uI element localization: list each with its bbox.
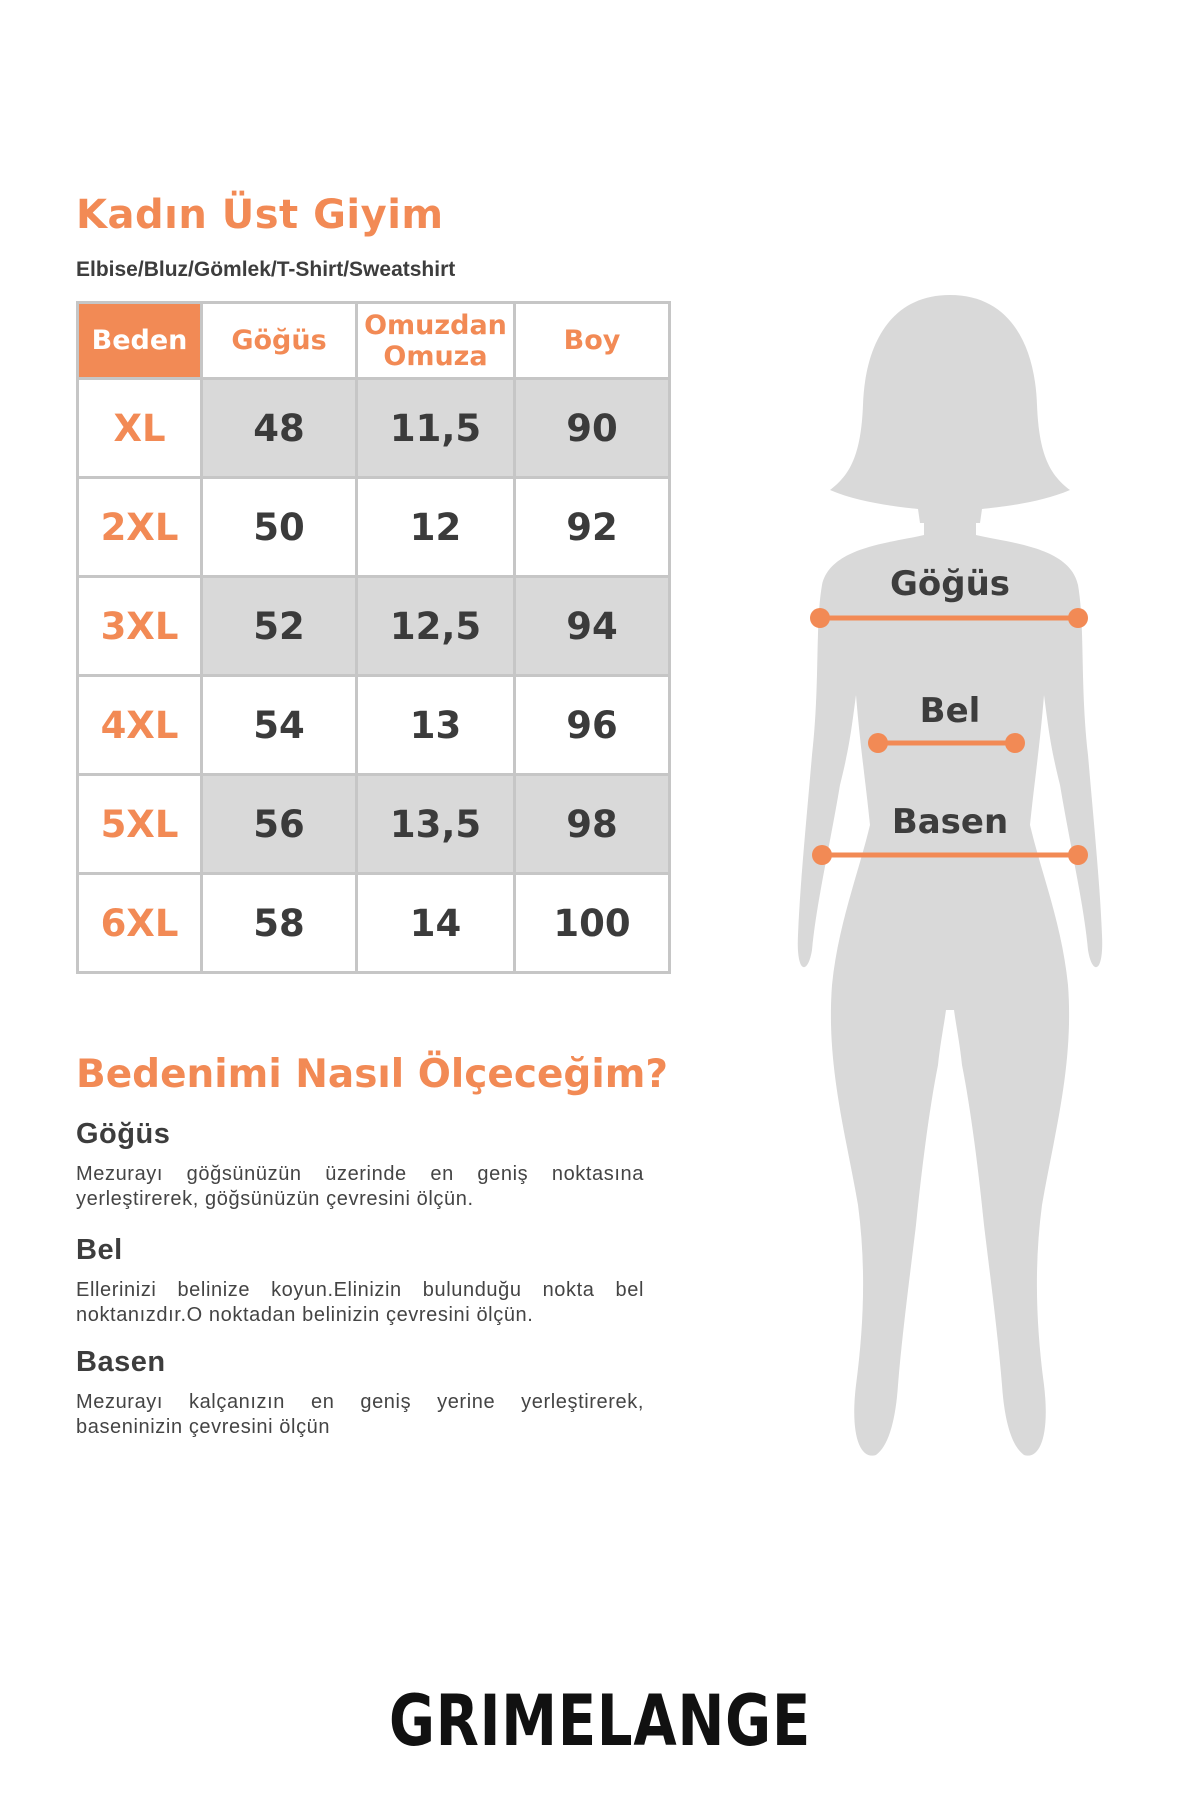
table-row — [78, 874, 670, 973]
chest-heading: Göğüs — [76, 1118, 171, 1150]
length-cell: 100 — [515, 874, 670, 973]
body-silhouette — [798, 295, 1102, 1456]
chest-cell: 56 — [202, 775, 357, 874]
chest-instructions: Mezurayı göğsünüzün üzerinde en geniş noktasına yerleştirerek, göğsünüzün çevresini ölçün. — [76, 1163, 644, 1210]
table-row — [78, 379, 670, 478]
shoulder-cell: 14 — [357, 874, 515, 973]
waist-heading: Bel — [76, 1234, 123, 1266]
header-gogus: Göğüs — [202, 303, 357, 379]
shoulder-cell: 12 — [357, 478, 515, 577]
chest-label: Göğüs — [889, 564, 1011, 604]
product-categories: Elbise/Bluz/Gömlek/T-Shirt/Sweatshirt — [76, 258, 456, 281]
length-cell: 92 — [515, 478, 670, 577]
chest-cell: 50 — [202, 478, 357, 577]
table-row — [78, 577, 670, 676]
header-beden: Beden — [78, 303, 202, 379]
table-row — [78, 775, 670, 874]
waist-instructions: Ellerinizi belinize koyun.Elinizin bulunduğu nokta bel noktanızdır.O noktadan belinizin çevresini ölçün. — [76, 1279, 644, 1326]
shoulder-cell: 13 — [357, 676, 515, 775]
chest-cell: 54 — [202, 676, 357, 775]
measure-guide-title: Bedenimi Nasıl Ölçeceğim? — [76, 1052, 668, 1097]
shoulder-cell: 12,5 — [357, 577, 515, 676]
size-cell: 3XL — [78, 577, 202, 676]
hip-label: Basen — [891, 802, 1009, 842]
size-table — [76, 301, 671, 974]
page-title: Kadın Üst Giyim — [76, 192, 444, 238]
hip-heading: Basen — [76, 1346, 166, 1378]
waist-label: Bel — [919, 691, 981, 731]
size-cell: 4XL — [78, 676, 202, 775]
size-cell: 5XL — [78, 775, 202, 874]
header-omuzdan-omuza: Omuzdan Omuza — [357, 303, 515, 379]
length-cell: 96 — [515, 676, 670, 775]
table-header-row — [78, 303, 670, 379]
body-silhouette-figure — [760, 285, 1140, 1485]
brand-logo: GRIMELANGE — [388, 1680, 811, 1762]
size-cell: 6XL — [78, 874, 202, 973]
header-boy: Boy — [515, 303, 670, 379]
length-cell: 98 — [515, 775, 670, 874]
size-cell: XL — [78, 379, 202, 478]
shoulder-cell: 13,5 — [357, 775, 515, 874]
length-cell: 94 — [515, 577, 670, 676]
chest-cell: 52 — [202, 577, 357, 676]
size-cell: 2XL — [78, 478, 202, 577]
table-row — [78, 676, 670, 775]
length-cell: 90 — [515, 379, 670, 478]
hip-instructions: Mezurayı kalçanızın en geniş yerine yerleştirerek, baseninizin çevresini ölçün — [76, 1391, 644, 1438]
table-row — [78, 478, 670, 577]
chest-cell: 58 — [202, 874, 357, 973]
chest-cell: 48 — [202, 379, 357, 478]
shoulder-cell: 11,5 — [357, 379, 515, 478]
